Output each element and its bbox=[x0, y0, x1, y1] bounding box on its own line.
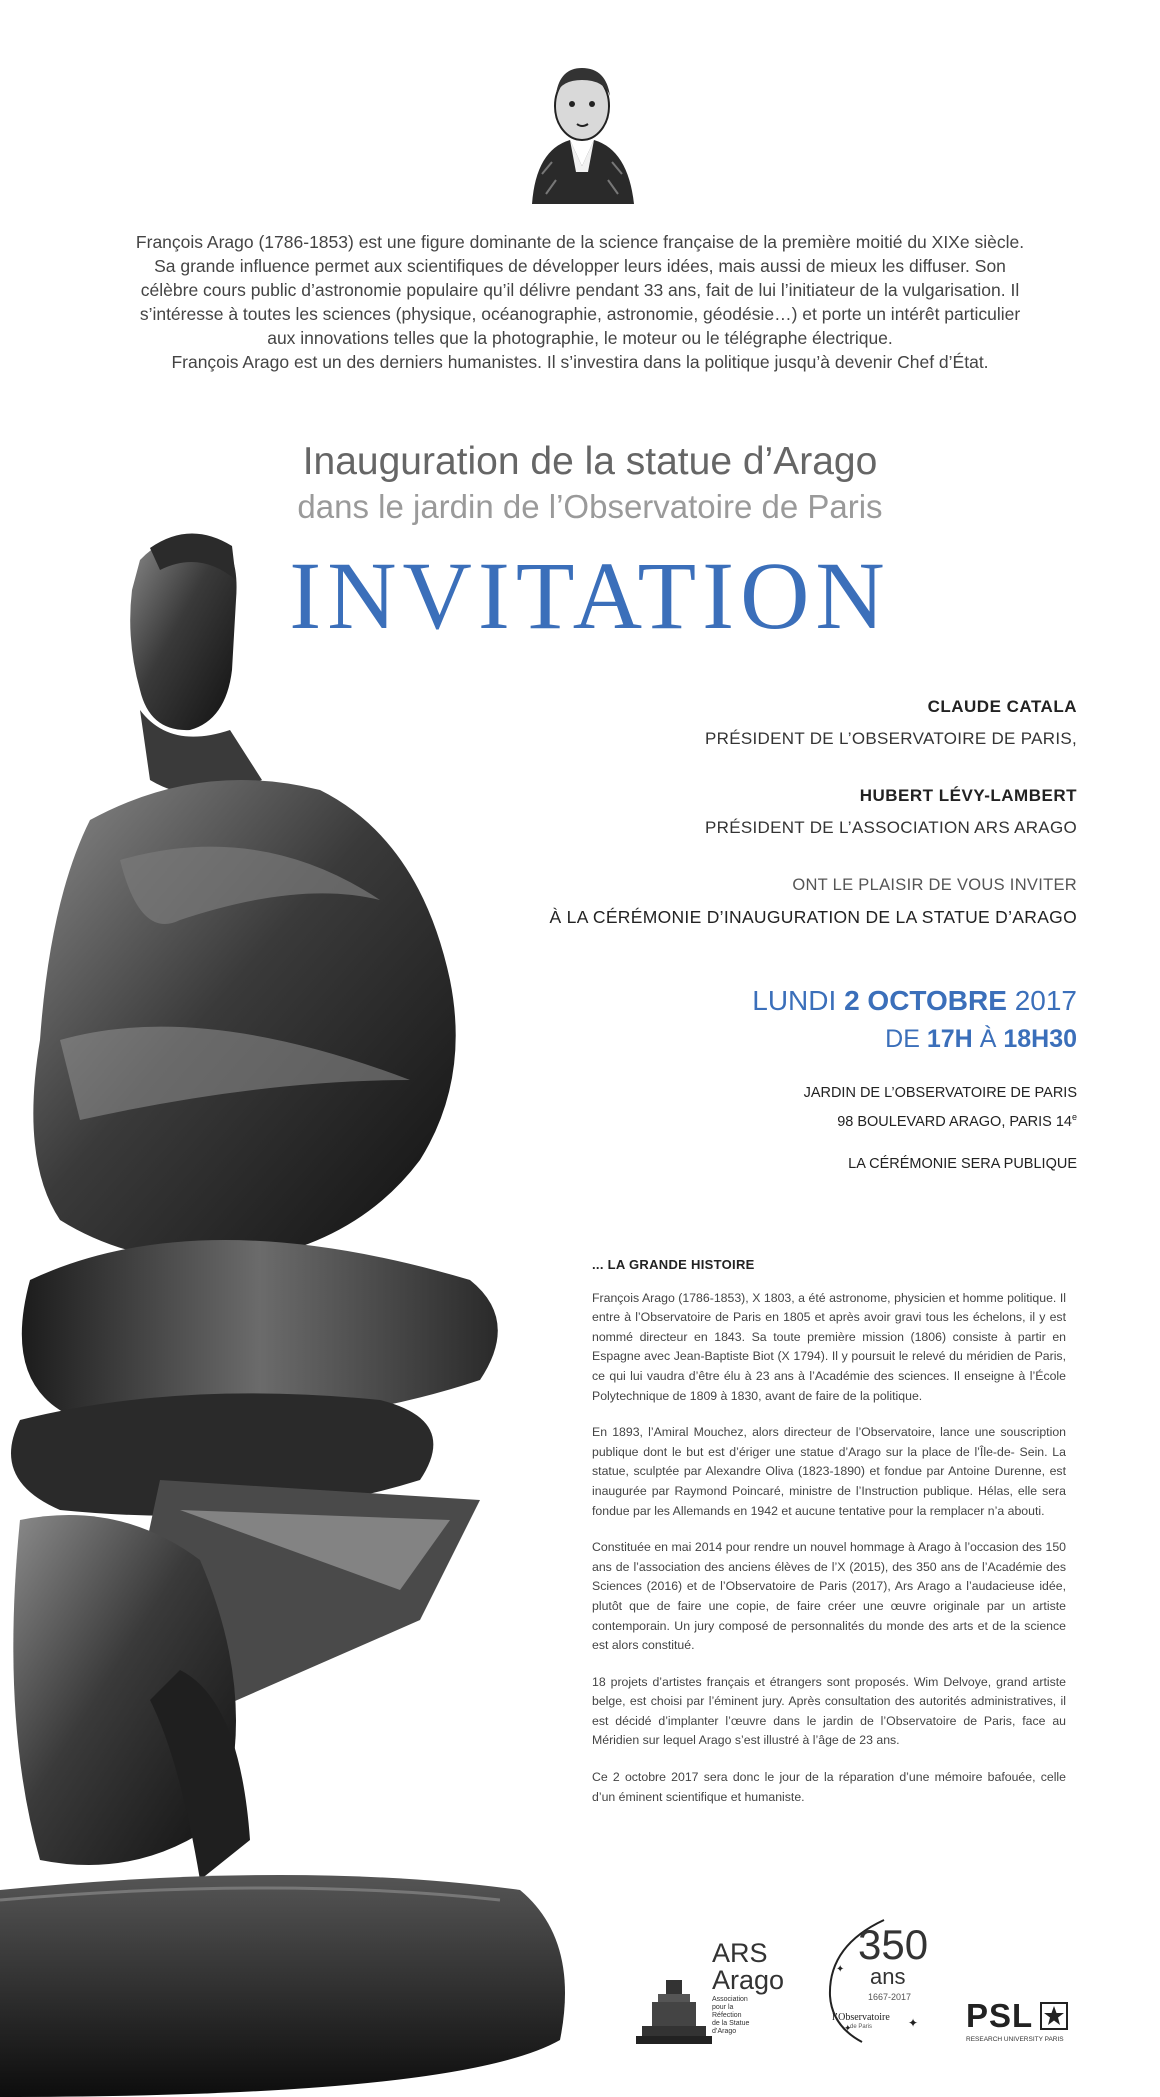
host-role-2: PRÉSIDENT DE L’ASSOCIATION ARS ARAGO bbox=[705, 818, 1077, 837]
place-line-2 bbox=[804, 1105, 1077, 1134]
obs-city: de Paris bbox=[850, 2024, 873, 2030]
invite-line-1: ONT LE PLAISIR DE VOUS INVITER bbox=[792, 876, 1077, 894]
host-name-2: HUBERT LÉVY-LAMBERT bbox=[859, 786, 1077, 805]
psl-subtitle: RESEARCH UNIVERSITY PARIS bbox=[966, 2036, 1064, 2043]
observatoire-350-logo bbox=[822, 1916, 952, 2051]
obs-350-number: 350 bbox=[858, 1921, 929, 1968]
invite-line-2: À LA CÉRÉMONIE D’INAUGURATION DE LA STATUE D’ARAGO bbox=[549, 907, 1077, 927]
event-place bbox=[804, 1081, 1077, 1134]
time-start: 17H bbox=[926, 1025, 973, 1053]
statue-image bbox=[0, 520, 600, 2097]
intro-line: s’intéresse à toutes les sciences (physique, océanographie, astronomie, géodésie…) et porte un intérêt particulier bbox=[139, 304, 1021, 324]
event-day-date: 2 OCTOBRE bbox=[844, 985, 1007, 1016]
event-subtitle: dans le jardin de l’Observatoire de Paris bbox=[297, 488, 883, 525]
ars-logo-line2: Arago bbox=[712, 1965, 785, 1995]
time-end: 18H30 bbox=[1003, 1025, 1077, 1053]
host-name-1: CLAUDE CATALA bbox=[927, 697, 1077, 716]
time-from: DE bbox=[885, 1025, 920, 1053]
star-icon: ✦ bbox=[908, 2016, 919, 2030]
ars-logo-sub: de la Statue bbox=[712, 2020, 750, 2027]
public-note: LA CÉRÉMONIE SERA PUBLIQUE bbox=[848, 1156, 1077, 1172]
svg-text:✦: ✦ bbox=[836, 1964, 845, 1975]
place-address: 98 BOULEVARD ARAGO, PARIS 14 bbox=[837, 1113, 1072, 1130]
intro-line: aux innovations telles que la photographie, le moteur ou le télégraphe électrique. bbox=[267, 328, 893, 348]
history-paragraph: En 1893, l’Amiral Mouchez, alors directeur de l’Observatoire, lance une souscription publique dont le but est d’ériger une statue d’Arago sur la place de l’Île-de- Sein. La statue, sculptée par Alexandre Oliva (1823-1890) et fondue par Antoine Durenne, est inaugurée par Raymond Poincaré, ministre de l’Instruction publique. Hélas, elle sera fondue par les Allemands en 1942 et aucune tentative pour la remplacer n’a abouti. bbox=[592, 1425, 1066, 1518]
psl-text: PSL bbox=[966, 1997, 1034, 2034]
obs-name: l’Observatoire bbox=[832, 2012, 890, 2023]
ars-logo-sub: Association bbox=[712, 1996, 748, 2003]
history-paragraph: Constituée en mai 2014 pour rendre un nouvel hommage à Arago à l’occasion des 150 ans de l’association des anciens élèves de l’X (2015), des 350 ans de l’Académie des Sciences (2016) et de l’Observatoire de Paris (2017), Ars Arago a l’audacieuse idée, plutôt que de faire une copie, de faire créer une œuvre originale par un artiste contemporain. Un jury composé de personnalités du monde des arts et de la science est alors constitué. bbox=[592, 1540, 1066, 1653]
history-paragraph: François Arago (1786-1853), X 1803, a été astronome, physicien et homme politique. Il entre à l’Observatoire de Paris en 1805 et après avoir gravi tous les échelons, il y est nommé directeur en 1843. Sa toute première mission (1806) consiste à partir en Espagne avec Jean-Baptiste Biot (X 1794). Il y poursuit le relevé du méridien de Paris, ce qui lui vaudra d’être élu à 23 ans à l’Académie des sciences. Il enseigne à l’École Polytechnique de 1809 à 1830, avant de faire de la politique. bbox=[592, 1290, 1066, 1403]
event-title: Inauguration de la statue d’Arago bbox=[302, 440, 878, 483]
intro-line: Sa grande influence permet aux scientifiques de développer leurs idées, mais aussi de mieux les diffuser. Son bbox=[154, 256, 1006, 276]
history-heading: ... LA GRANDE HISTOIRE bbox=[592, 1257, 755, 1272]
history-section bbox=[592, 1255, 1066, 1824]
history-paragraph: Ce 2 octobre 2017 sera donc le jour de la réparation d’une mémoire bafouée, celle d’un éminent scientifique et humaniste. bbox=[592, 1770, 1066, 1804]
psl-logo bbox=[964, 1998, 1076, 2048]
ars-arago-logo bbox=[636, 1940, 796, 2050]
history-paragraph: 18 projets d’artistes français et étrangers sont proposés. Wim Delvoye, grand artiste belge, est choisi par l’éminent jury. Après consultation des autorités administratives, il est décidé d’implanter l’œuvre dans le jardin de l’Observatoire de Paris, face au Méridien sur lequel Arago s’est illustré à l’âge de 23 ans. bbox=[592, 1674, 1066, 1748]
intro-line: célèbre cours public d’astronomie populaire qu’il délivre pendant 33 ans, fait de lui l’initiateur de la vulgarisation. Il bbox=[140, 280, 1020, 300]
place-arrondissement-suffix: e bbox=[1071, 1112, 1077, 1122]
time-to: À bbox=[979, 1025, 997, 1053]
event-time bbox=[885, 1025, 1077, 1054]
ars-logo-line1: ARS bbox=[712, 1938, 768, 1968]
intro-line: François Arago est un des derniers humanistes. Il s’investira dans la politique jusqu’à devenir Chef d’État. bbox=[171, 352, 989, 372]
intro-line: François Arago (1786-1853) est une figure dominante de la science française de la première moitié du XIXe siècle. bbox=[135, 232, 1025, 252]
ars-logo-sub: pour la bbox=[712, 2004, 734, 2011]
place-line-1: JARDIN DE L’OBSERVATOIRE DE PARIS bbox=[803, 1085, 1077, 1101]
obs-years: 1667-2017 bbox=[868, 1992, 912, 2002]
ars-logo-sub: d’Arago bbox=[712, 2028, 737, 2035]
invitation-heading: INVITATION bbox=[289, 542, 891, 649]
statue-pedestal-icon bbox=[636, 1978, 712, 2048]
event-year: 2017 bbox=[1014, 985, 1077, 1016]
host-role-1: PRÉSIDENT DE L’OBSERVATOIRE DE PARIS, bbox=[705, 729, 1077, 748]
svg-text:✦: ✦ bbox=[844, 2023, 852, 2033]
intro-paragraph bbox=[120, 230, 1040, 374]
event-date bbox=[752, 985, 1077, 1017]
event-day: LUNDI bbox=[752, 985, 837, 1016]
obs-ans-label: ans bbox=[870, 1964, 906, 1989]
arago-portrait bbox=[512, 54, 652, 214]
psl-star-icon bbox=[1040, 2002, 1068, 2030]
ars-logo-sub: Réfection bbox=[712, 2012, 742, 2019]
